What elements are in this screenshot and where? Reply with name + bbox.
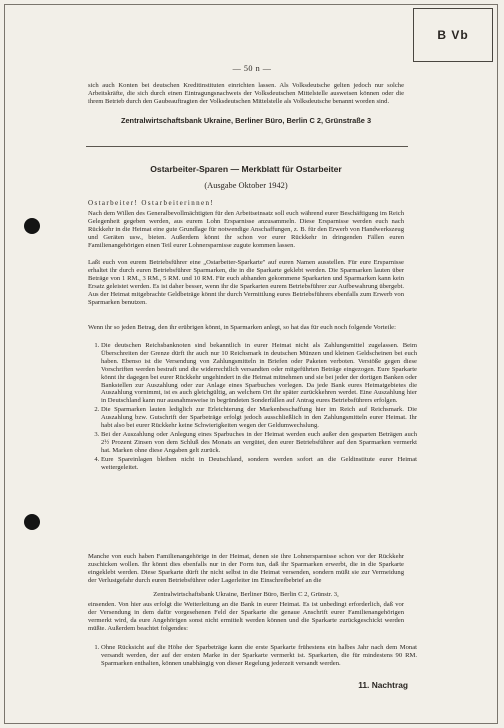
list-item: 1. Ohne Rücksicht auf die Höhe der Sparbeträge kann die erste Sparkarte frühestens ein halbes Jahr nach dem Monat versandt werden, der auf der ersten Marke in der Sparkarte vermerkt ist. Sparkarten, die für mindestens 90 RM. Sparmarken enthalten, können unabhängig von dieser Regelung jederzeit versandt werden. [101,644,417,668]
category-stamp: B Vb [413,8,493,62]
list-item: 3. Bei der Auszahlung oder Anlegung eines Sparbuches in der Heimat werden euch außer den gesparten Beträgen auch 2½ Prozent Zinsen von dem Schluß des Monats an vergütet, den eurer Betriebsführer auf den Sparmarken vermerkt hat. Marken ohne diese Angaben gelt zurück. [101,431,417,455]
list-item: 2. Die Sparmarken lauten lediglich zur Erleichterung der Markenbeschaffung hier im Reich auf Reichsmark. Die Auszahlung bzw. Gutschrift der Sparbeträge erfolgt jedoch ausschließlich in den Zahlungsmitteln eurer Heimat. Ihr habt also bei eurer Rückkehr keine Schwierigkeiten wegen der Geldumwechslung. [101,406,417,430]
bank-heading: Zentralwirtschaftsbank Ukraine, Berliner Büro, Berlin C 2, Grünstraße 3 [120,116,372,125]
advantages-list [88,342,417,473]
document-subtitle: (Ausgabe Oktober 1942) [204,181,288,190]
paragraph-sparkarte: Laßt euch von eurem Betriebsführer eine „Ostarbeiter-Sparkarte" auf euren Namen ausstellen. Für eure Ersparnisse erhaltet ihr durch euren Betriebsführer Sparmarken, die in die Sparkarte geklebt werden. Die Sparmarken lauten über Beträge von 1 RM., 3 RM., 5 RM. und 10 RM. Für euch abhanden gekommene Sparkarten und Sparmarken kann kein Ersatz geleistet werden. Es ist daher besser, wenn ihr die Sparkarten eurem Betriebsführer zur Aufbewahrung übergebt. Aus der Heimat mitgebrachte Geldbeträge könnt ihr durch Vermittlung eures Betriebsführers ebenfalls zum Erwerb von Sparmarken benutzen. [88,259,404,306]
notes-list [88,644,417,669]
bank-address: Zentralwirtschaftsbank Ukraine, Berliner Büro, Berlin C 2, Grünstr. 3, [153,591,339,598]
list-item: 1. Die deutschen Reichsbanknoten sind bekanntlich in eurer Heimat nicht als Zahlungsmittel zugelassen. Beim Überschreiten der Grenze dürft ihr auch nur 10 Reichsmark in deutschen Münzen und kleinen Geldscheinen bei euch haben. Ebenso ist die Versendung von Zahlungsmitteln in Briefen oder Paketen verboten. Verstöße gegen diese Vorschriften werden bestraft und die widerrechtlich versandten oder mitgeführten Beträge eingezogen. Eure Sparkarte könnt ihr dagegen bei eurer Rückkehr ungehindert in die Heimat mitnehmen und sie bei jeder der dortigen Banken oder Bankstellen zur Auszahlung oder zur Anlage eines Sparbuches vorlegen. Da jede Bank eures Heimatgebietes die Auszahlung vornimmt, ist es auch gleichgültig, an welchem Ort ihr später zurückkehren werdet. Eine Auszahlung hier in Deutschland kann nur ausnahmsweise in begründeten Sonderfällen auf Antrag eures Betriebsführers erfolgen. [101,342,417,405]
paragraph-forwarding: einsenden. Von hier aus erfolgt die Weiterleitung an die Bank in eurer Heimat. Es ist unbedingt erforderlich, daß vor der Versendung in dem dafür vorgesehenen Feld der Sparkarte die genaue Anschrift eurer Familienangehörigen vermerkt wird, da eure Angehörigen sonst nicht ermittelt werden können und die Sparkarte zurückgeschickt werden müßte. Außerdem beachtet folgendes: [88,601,404,632]
punch-hole [24,218,40,234]
page-number: — 50 n — [232,64,272,73]
paragraph-family: Manche von euch haben Familienangehörige in der Heimat, denen sie ihre Lohnersparnisse schon vor der Rückkehr zuschicken wollen. Ihr könnt dies ebenfalls nur in der Form tun, daß ihr Sparmarken erwerbt, die in die Sparkarte eingeklebt werden. Diese Sparkarte dürft ihr nicht selbst in die Heimat versenden, sondern müßt sie zur Vermeidung der Verlustgefahr durch euren Betriebsführer oder Lagerleiter im Einschreibebrief an die [88,553,404,584]
supplement-label: 11. Nachtrag [358,680,408,690]
salutation: Ostarbeiter! Ostarbeiterinnen! [88,199,215,207]
paragraph-purpose: Nach dem Willen des Generalbevollmächtigten für den Arbeitseinsatz soll euch während eurer Beschäftigung im Reich Gelegenheit gegeben werden, aus eurem Lohn Ersparnisse anzusammeln. Diese Ersparnisse werden euch nach Rückkehr in die Heimat eine gute Grundlage für notwendige Anschaffungen, z. B. für den Erwerb von Handwerkszeug und Geräten usw., bieten. Außerdem könnt ihr schon vor eurer Rückkehr in dringenden Fällen euren Familienangehörigen einen Teil eurer Lohnersparnisse zugute kommen lassen. [88,210,404,249]
list-item: 4. Eure Spareinlagen bleiben nicht in Deutschland, sondern werden sofort an die Geldinstitute eurer Heimat weitergeleitet. [101,456,417,472]
document-title: Ostarbeiter-Sparen — Merkblatt für Ostarbeiter [150,164,342,174]
paragraph-advantages-intro: Wenn ihr so jeden Betrag, den ihr erübrigen könnt, in Sparmarken anlegt, so hat das für euch noch folgende Vorteile: [88,324,396,331]
intro-paragraph: sich auch Konten bei deutschen Kreditinstituten einrichten lassen. Als Volksdeutsche gelten jedoch nur solche Arbeitskräfte, die sich durch einen Eintragungsnachweis der Volksdeutschen Mittelstelle ausweisen können oder die ihrem Betrieb durch den Gaubeauftragten der Volksdeutschen Mittelstelle als Volksdeutsche benannt worden sind. [88,82,404,105]
section-divider [86,146,408,147]
punch-hole [24,514,40,530]
